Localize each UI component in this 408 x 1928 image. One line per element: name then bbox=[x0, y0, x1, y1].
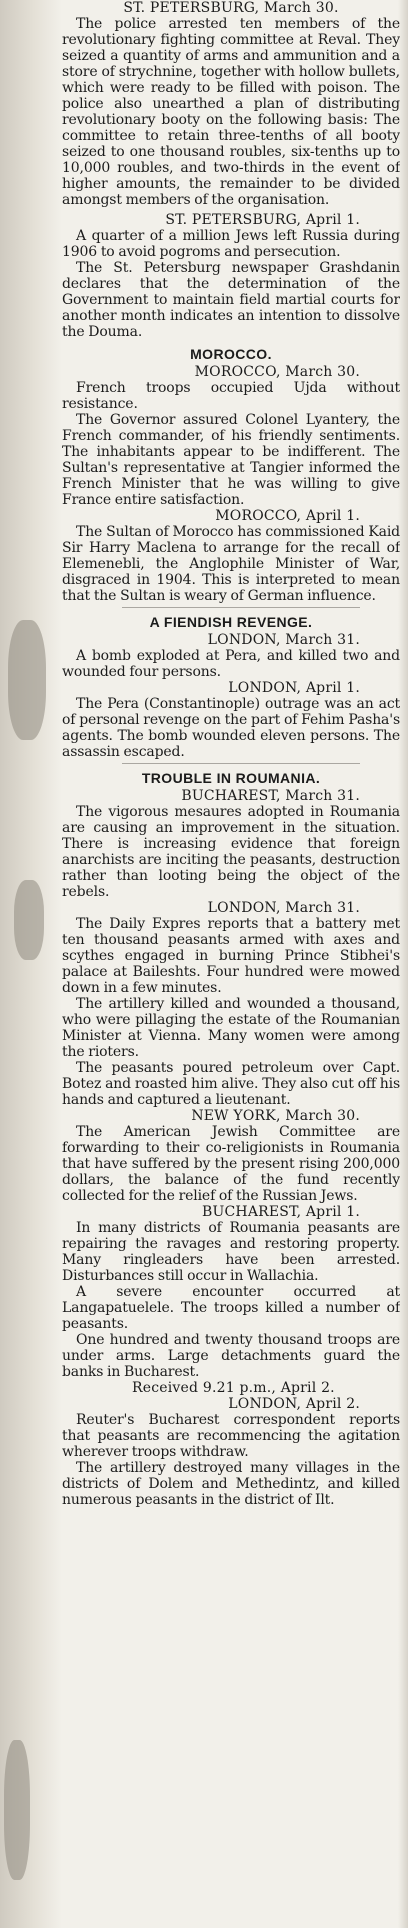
article-paragraph: French troops occupied Ujda without resistance. bbox=[62, 380, 400, 412]
article-paragraph: The St. Petersburg newspaper Grashdanin declares that the determination of the Government to maintain field martial courts for another month indicates an intention to dissolve the Douma. bbox=[62, 260, 400, 340]
dateline: LONDON, March 31. bbox=[207, 632, 360, 648]
dateline: LONDON, March 31. bbox=[207, 900, 360, 916]
article-paragraph: One hundred and twenty thousand troops are under arms. Large detachments guard the banks in Bucharest. bbox=[62, 1332, 400, 1380]
section-heading: TROUBLE IN ROUMANIA. bbox=[141, 770, 321, 786]
article-paragraph: The artillery killed and wounded a thousand, who were pillaging the estate of the Roumanian Minister at Vienna. Many women were among the rioters. bbox=[62, 996, 400, 1060]
section-heading: A FIENDISH REVENGE. bbox=[149, 614, 313, 630]
received-line: Received 9.21 p.m., April 2. bbox=[132, 1380, 335, 1396]
dateline: BUCHAREST, March 31. bbox=[181, 788, 360, 804]
dateline: MOROCCO, March 30. bbox=[194, 364, 360, 380]
dateline: BUCHAREST, April 1. bbox=[202, 1204, 360, 1220]
article-paragraph: The artillery destroyed many villages in the districts of Dolem and Methedintz, and killed numerous peasants in the district of Ilt. bbox=[62, 1460, 400, 1508]
article-paragraph: A quarter of a million Jews left Russia during 1906 to avoid pogroms and persecution. bbox=[62, 228, 400, 260]
dateline: LONDON, April 2. bbox=[228, 1396, 360, 1412]
dateline: LONDON, April 1. bbox=[228, 680, 360, 696]
article-paragraph: The Governor assured Colonel Lyantery, the French commander, of his friendly sentiments. The inhabitants appear to be indifferent. The Sultan's representative at Tangier informed the French Minister that he was willing to give France entire satisfaction. bbox=[62, 412, 400, 508]
stain-blot bbox=[4, 1740, 30, 1880]
dateline: MOROCCO, April 1. bbox=[215, 508, 360, 524]
article-paragraph: In many districts of Roumania peasants are repairing the ravages and restoring property. Many ringleaders have been arrested. Disturbances still occur in Wallachia. bbox=[62, 1220, 400, 1284]
article-paragraph: A severe encounter occurred at Langapatuelele. The troops killed a number of peasants. bbox=[62, 1284, 400, 1332]
stain-blot bbox=[8, 620, 46, 740]
section-rule bbox=[122, 607, 360, 608]
section-heading: MOROCCO. bbox=[190, 346, 272, 362]
torn-left-margin bbox=[0, 0, 62, 1928]
dateline: ST. PETERSBURG, March 30. bbox=[123, 0, 339, 16]
stain-blot bbox=[14, 880, 44, 960]
section-rule bbox=[122, 763, 360, 764]
article-paragraph: The Pera (Constantinople) outrage was an act of personal revenge on the part of Fehim Pasha's agents. The bomb wounded eleven persons. The assassin escaped. bbox=[62, 696, 400, 760]
dateline: NEW YORK, March 30. bbox=[191, 1108, 360, 1124]
newspaper-column bbox=[62, 0, 400, 1928]
article-paragraph: Reuter's Bucharest correspondent reports that peasants are recommencing the agitation wherever troops withdraw. bbox=[62, 1412, 400, 1460]
article-paragraph: The American Jewish Committee are forwarding to their co-religionists in Roumania that have suffered by the present rising 200,000 dollars, the balance of the fund recently collected for the relief of the Russian Jews. bbox=[62, 1124, 400, 1204]
article-paragraph: The Daily Expres reports that a battery met ten thousand peasants armed with axes and scythes engaged in burning Prince Stibhei's palace at Baileshts. Four hundred were mowed down in a few minutes. bbox=[62, 916, 400, 996]
dateline: ST. PETERSBURG, April 1. bbox=[165, 212, 360, 228]
article-paragraph: The Sultan of Morocco has commissioned Kaid Sir Harry Maclena to arrange for the recall of Elemenebli, the Anglophile Minister of War, disgraced in 1904. This is interpreted to mean that the Sultan is weary of German influence. bbox=[62, 524, 400, 604]
article-paragraph: The vigorous mesaures adopted in Roumania are causing an improvement in the situation. There is increasing evidence that foreign anarchists are inciting the peasants, destruction rather than looting being the object of the rebels. bbox=[62, 804, 400, 900]
article-paragraph: A bomb exploded at Pera, and killed two and wounded four persons. bbox=[62, 648, 400, 680]
article-paragraph: The police arrested ten members of the revolutionary fighting committee at Reval. They seized a quantity of arms and ammunition and a store of strychnine, together with hollow bullets, which were ready to be filled with poison. The police also unearthed a plan of distributing revolutionary booty on the following basis: The committee to retain three-tenths of all booty seized to one thousand roubles, six-tenths up to 10,000 roubles, and two-thirds in the event of higher amounts, the remainder to be divided amongst members of the organisation. bbox=[62, 16, 400, 208]
article-paragraph: The peasants poured petroleum over Capt. Botez and roasted him alive. They also cut off his hands and captured a lieutenant. bbox=[62, 1060, 400, 1108]
